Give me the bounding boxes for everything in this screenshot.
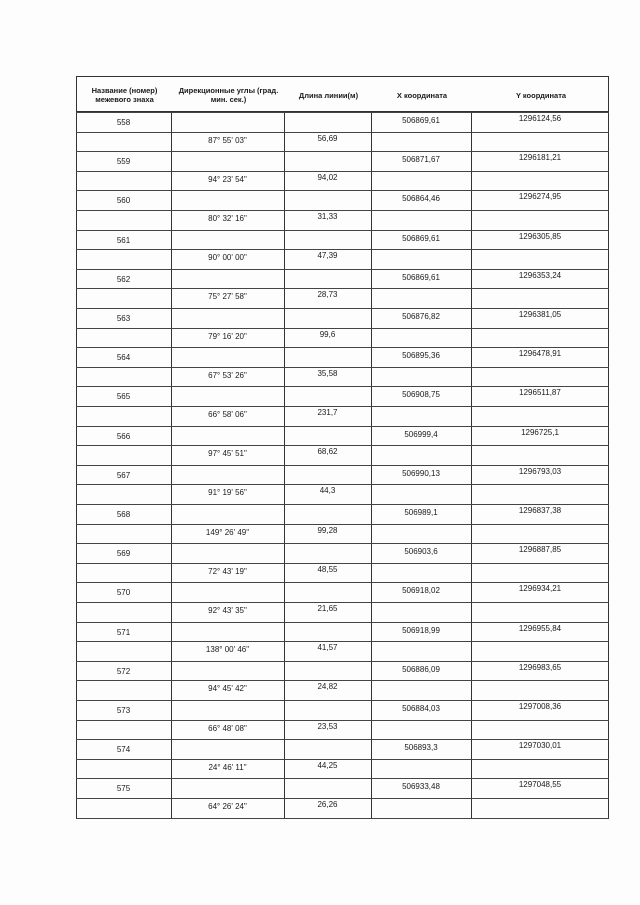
y-coordinate: 1296837,38 xyxy=(518,506,562,515)
row-divider xyxy=(76,543,609,544)
direction-angle: 24° 46' 11" xyxy=(208,762,247,772)
row-divider xyxy=(76,288,609,289)
row-divider xyxy=(76,367,609,368)
y-coordinate: 1296511,87 xyxy=(519,388,561,398)
row-divider xyxy=(76,190,609,191)
row-divider xyxy=(76,386,609,387)
line-length: 47,39 xyxy=(317,251,338,261)
x-coordinate: 506869,61 xyxy=(402,272,440,282)
point-name: 559 xyxy=(116,157,131,167)
point-name: 575 xyxy=(116,784,131,794)
line-length: 68,62 xyxy=(317,447,338,457)
x-coordinate: 506876,82 xyxy=(402,312,440,321)
point-name: 572 xyxy=(116,666,131,676)
line-length: 231,7 xyxy=(317,408,338,417)
direction-angle: 80° 32' 16" xyxy=(208,214,247,223)
direction-angle: 75° 27' 58" xyxy=(208,292,247,302)
y-coordinate: 1297048,55 xyxy=(518,780,562,790)
header-y: Y координата xyxy=(515,90,567,100)
y-coordinate: 1296934,21 xyxy=(518,584,562,594)
y-coordinate: 1296983,65 xyxy=(518,662,562,672)
y-coordinate: 1296181,21 xyxy=(518,153,562,163)
point-name: 562 xyxy=(116,274,131,284)
line-length: 28,73 xyxy=(317,290,338,300)
line-length: 26,26 xyxy=(317,800,338,809)
row-divider xyxy=(76,504,609,505)
x-coordinate: 506895,36 xyxy=(402,351,440,361)
header-length: Длина линии(м) xyxy=(298,90,359,100)
row-divider xyxy=(76,249,609,250)
row-divider xyxy=(76,563,609,564)
direction-angle: 66° 58' 06" xyxy=(208,410,247,419)
header-x: X координата xyxy=(396,90,448,100)
row-divider xyxy=(76,720,609,721)
row-divider xyxy=(76,347,609,348)
direction-angle: 72° 43' 19" xyxy=(208,566,247,576)
x-coordinate: 506869,61 xyxy=(402,233,440,243)
line-length: 41,57 xyxy=(317,643,338,653)
y-coordinate: 1297008,36 xyxy=(518,702,562,711)
row-divider xyxy=(76,426,609,427)
line-length: 44,3 xyxy=(319,486,336,496)
x-coordinate: 506908,75 xyxy=(402,390,440,400)
direction-angle: 67° 53' 26" xyxy=(208,370,247,380)
row-divider xyxy=(76,798,609,799)
x-coordinate: 506869,61 xyxy=(402,116,440,125)
direction-angle: 94° 45' 42" xyxy=(208,684,247,694)
row-divider xyxy=(76,112,609,113)
point-name: 564 xyxy=(116,353,131,363)
row-divider xyxy=(76,524,609,525)
y-coordinate: 1296478,91 xyxy=(518,349,562,359)
row-divider xyxy=(76,602,609,603)
row-divider xyxy=(76,778,609,779)
line-length: 35,58 xyxy=(317,368,338,378)
row-divider xyxy=(76,759,609,760)
table-header xyxy=(76,76,609,112)
direction-angle: 97° 45' 51" xyxy=(208,449,247,459)
point-name: 558 xyxy=(116,118,131,127)
x-coordinate: 506893,3 xyxy=(404,743,438,753)
line-length: 56,69 xyxy=(317,133,338,143)
line-length: 44,25 xyxy=(317,760,338,770)
x-coordinate: 506864,46 xyxy=(402,194,440,204)
direction-angle: 92° 43' 35" xyxy=(208,606,247,615)
y-coordinate: 1296725,1 xyxy=(521,427,559,437)
x-coordinate: 506990,13 xyxy=(402,468,440,478)
direction-angle: 90° 00' 00" xyxy=(208,253,247,263)
y-coordinate: 1296381,05 xyxy=(518,310,562,319)
line-length: 24,82 xyxy=(317,682,338,692)
x-coordinate: 506918,99 xyxy=(402,625,440,635)
row-divider xyxy=(76,700,609,701)
point-name: 566 xyxy=(116,431,131,441)
y-coordinate: 1296124,56 xyxy=(518,114,562,123)
point-name: 563 xyxy=(116,314,131,323)
row-divider xyxy=(76,406,609,407)
direction-angle: 91° 19' 56" xyxy=(208,488,247,498)
row-divider xyxy=(76,230,609,231)
line-length: 99,6 xyxy=(319,329,336,339)
row-divider xyxy=(76,151,609,152)
y-coordinate: 1296887,85 xyxy=(518,545,562,555)
point-name: 573 xyxy=(116,706,131,715)
header-angle: Дирекционные углы (град. мин. сек.) xyxy=(178,86,279,104)
row-divider xyxy=(76,582,609,583)
point-name: 560 xyxy=(116,196,131,206)
point-name: 571 xyxy=(116,627,131,637)
x-coordinate: 506933,48 xyxy=(402,782,440,792)
point-name: 567 xyxy=(116,470,131,480)
line-length: 31,33 xyxy=(317,212,338,221)
line-length: 99,28 xyxy=(317,525,338,535)
x-coordinate: 506918,02 xyxy=(402,586,440,596)
x-coordinate: 506886,09 xyxy=(402,664,440,674)
x-coordinate: 506871,67 xyxy=(402,155,440,165)
row-divider xyxy=(76,818,609,819)
x-coordinate: 506999,4 xyxy=(404,429,438,439)
direction-angle: 138° 00' 46" xyxy=(205,645,250,655)
direction-angle: 64° 26' 24" xyxy=(208,802,247,811)
y-coordinate: 1297030,01 xyxy=(518,741,562,751)
x-coordinate: 506989,1 xyxy=(404,508,438,517)
y-coordinate: 1296793,03 xyxy=(518,466,562,476)
point-name: 568 xyxy=(116,510,131,519)
row-divider xyxy=(76,132,609,133)
header-name: Название (номер) межевого знаха xyxy=(91,86,158,104)
row-divider xyxy=(76,661,609,662)
line-length: 94,02 xyxy=(317,172,338,182)
y-coordinate: 1296955,84 xyxy=(518,623,562,633)
row-divider xyxy=(76,465,609,466)
line-length: 21,65 xyxy=(317,604,338,613)
row-divider xyxy=(76,445,609,446)
y-coordinate: 1296305,85 xyxy=(518,231,562,241)
direction-angle: 94° 23' 54" xyxy=(208,174,247,184)
x-coordinate: 506884,03 xyxy=(402,704,440,713)
row-divider xyxy=(76,641,609,642)
row-divider xyxy=(76,622,609,623)
row-divider xyxy=(76,171,609,172)
direction-angle: 79° 16' 20" xyxy=(208,331,247,341)
row-divider xyxy=(76,328,609,329)
direction-angle: 87° 55' 03" xyxy=(208,135,247,145)
direction-angle: 66° 48' 08" xyxy=(208,723,247,733)
y-coordinate: 1296353,24 xyxy=(518,270,562,280)
point-name: 570 xyxy=(116,588,131,598)
point-name: 565 xyxy=(116,392,131,402)
row-divider xyxy=(76,484,609,485)
line-length: 23,53 xyxy=(317,721,338,731)
point-name: 569 xyxy=(116,549,131,559)
row-divider xyxy=(76,269,609,270)
row-divider xyxy=(76,680,609,681)
point-name: 561 xyxy=(116,235,131,245)
x-coordinate: 506903,6 xyxy=(404,547,438,557)
point-name: 574 xyxy=(116,745,131,755)
y-coordinate: 1296274,95 xyxy=(518,192,562,202)
row-divider xyxy=(76,739,609,740)
direction-angle: 149° 26' 49" xyxy=(205,527,250,537)
row-divider xyxy=(76,308,609,309)
coordinates-table xyxy=(76,76,609,814)
line-length: 48,55 xyxy=(317,564,338,574)
row-divider xyxy=(76,210,609,211)
